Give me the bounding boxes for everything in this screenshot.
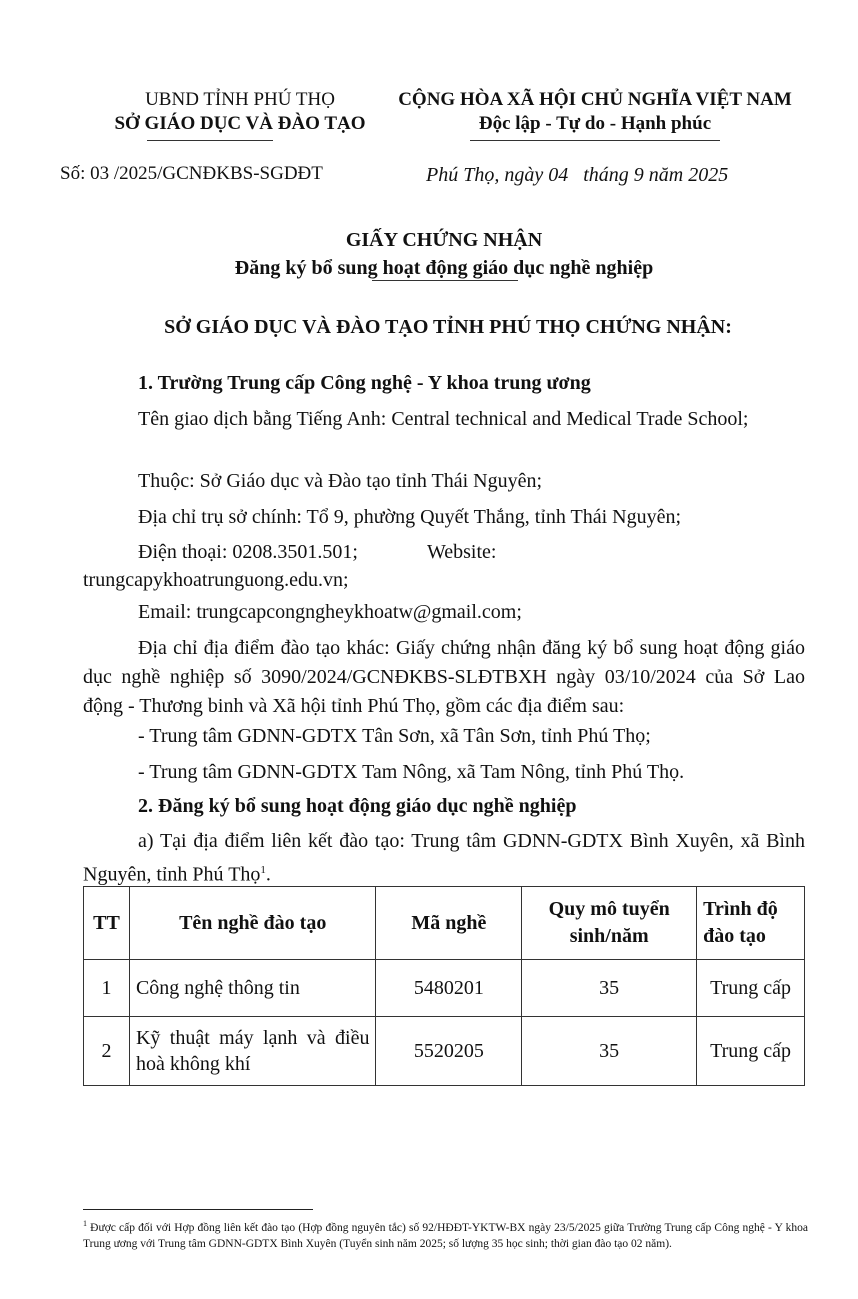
training-location-text: a) Tại địa điểm liên kết đào tạo: Trung tâm GDNN-GDTX Bình Xuyên, xã Bình Nguyên, tỉnh Phú Thọ: [83, 830, 805, 886]
title-sub: Đăng ký bổ sung hoạt động giáo dục nghề nghiệp: [234, 257, 654, 279]
header-tt: TT: [84, 887, 130, 960]
cell-occupation: Kỹ thuật máy lạnh và điều hoà không khí: [129, 1017, 375, 1086]
title-main: GIẤY CHỨNG NHẬN: [345, 229, 543, 251]
cell-code: 5480201: [376, 960, 522, 1017]
footnote-text: Được cấp đối với Hợp đồng liên kết đào tạo (Hợp đồng nguyên tắc) số 92/HĐĐT-YKTW-BX ngày 23/5/2025 giữa Trường Trung cấp Công nghệ - Y khoa Trung ương với Trung tâm GDNN-GDTX Bình Xuyên (Tuyển sinh năm 2025; số lượng 35 học sinh; thời gian đào tạo 02 năm).: [83, 1221, 809, 1250]
header-level: Trình độ đào tạo: [697, 887, 805, 960]
table-header-row: [84, 887, 805, 960]
training-location-end: .: [265, 863, 271, 886]
header-enrollment: Quy mô tuyển sinh/năm: [522, 887, 697, 960]
motto: Độc lập - Tự do - Hạnh phúc: [478, 113, 712, 134]
belongs-to: Thuộc: Sở Giáo dục và Đào tạo tỉnh Thái Nguyên;: [138, 470, 543, 492]
other-locations: Địa chỉ địa điểm đào tạo khác: Giấy chứng nhận đăng ký bổ sung hoạt động giáo dục nghề nghiệp số 3090/2024/GCNĐKBS-SLĐTBXH ngày 03/10/2024 của Sở Lao động - Thương binh và Xã hội tỉnh Phú Thọ, gồm các địa điểm sau:: [83, 637, 805, 717]
section2-heading: 2. Đăng ký bổ sung hoạt động giáo dục nghề nghiệp: [138, 795, 577, 817]
phone: Điện thoại: 0208.3501.501;: [138, 541, 358, 563]
table-row: [84, 960, 805, 1017]
title-underline: [372, 280, 518, 281]
section1-heading: 1. Trường Trung cấp Công nghệ - Y khoa trung ương: [138, 372, 591, 394]
document-number: Số: 03 /2025/GCNĐKBS-SGDĐT: [60, 163, 323, 184]
issuer-underline: [147, 140, 273, 141]
certificate-title: [0, 226, 858, 282]
footnote-marker: 1: [83, 1219, 87, 1228]
email: Email: trungcapcongngheykhoatw@gmail.com;: [138, 601, 522, 623]
training-location: [83, 827, 805, 890]
issuer-province: UBND TỈNH PHÚ THỌ: [145, 89, 335, 110]
header-occupation: Tên nghề đào tạo: [129, 887, 375, 960]
english-name: Tên giao dịch bằng Tiếng Anh: Central technical and Medical Trade School;: [138, 408, 749, 430]
footnote: [83, 1216, 808, 1252]
footnote-separator: [83, 1209, 313, 1210]
occupations-table: [83, 886, 805, 1086]
cell-enrollment: 35: [522, 1017, 697, 1086]
issuer-department: SỞ GIÁO DỤC VÀ ĐÀO TẠO: [114, 113, 366, 134]
header-code: Mã nghề: [376, 887, 522, 960]
location-item: - Trung tâm GDNN-GDTX Tân Sơn, xã Tân Sơn, tỉnh Phú Thọ;: [138, 725, 651, 747]
cell-level: Trung cấp: [697, 960, 805, 1017]
cell-enrollment: 35: [522, 960, 697, 1017]
certifies-heading: SỞ GIÁO DỤC VÀ ĐÀO TẠO TỈNH PHÚ THỌ CHỨNG NHẬN:: [164, 316, 732, 338]
table-row: [84, 1017, 805, 1086]
motto-underline: [470, 140, 720, 141]
footnote-reference[interactable]: 1: [260, 864, 266, 876]
headquarters-address: Địa chỉ trụ sở chính: Tổ 9, phường Quyết Thắng, tỉnh Thái Nguyên;: [138, 506, 682, 528]
cell-level: Trung cấp: [697, 1017, 805, 1086]
place-date: Phú Thọ, ngày 04 tháng 9 năm 2025: [426, 164, 729, 186]
location-item: - Trung tâm GDNN-GDTX Tam Nông, xã Tam Nông, tỉnh Phú Thọ.: [138, 761, 685, 783]
country-name: CỘNG HÒA XÃ HỘI CHỦ NGHĨA VIỆT NAM: [398, 89, 792, 110]
website-label: Website:: [427, 541, 497, 563]
cell-tt: 2: [84, 1017, 130, 1086]
cell-tt: 1: [84, 960, 130, 1017]
website-link[interactable]: trungcapykhoatrunguong.edu.vn;: [83, 569, 349, 591]
cell-occupation: Công nghệ thông tin: [129, 960, 375, 1017]
national-motto-block: [370, 88, 820, 136]
cell-code: 5520205: [376, 1017, 522, 1086]
